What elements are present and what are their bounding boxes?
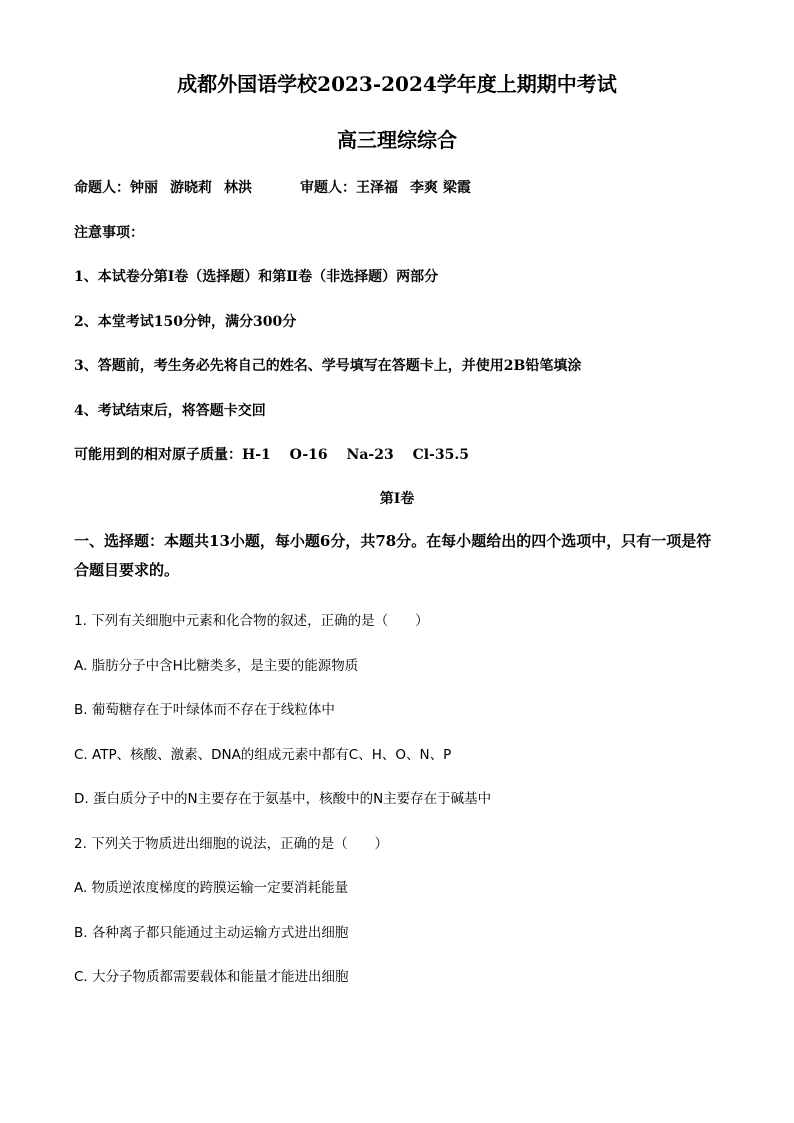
school-title: 成都外国语学校2023-2024学年度上期期中考试 — [177, 72, 617, 96]
subject-title: 高三理综综合 — [337, 128, 457, 152]
question-1-option-c: C. ATP、核酸、激素、DNA的组成元素中都有C、H、O、N、P — [74, 747, 452, 763]
question-2-stem: 2. 下列关于物质进出细胞的说法，正确的是（ ） — [74, 836, 389, 852]
author-3: 林洪 — [224, 180, 252, 196]
section-instruction: 一、选择题：本题共13小题，每小题6分，共78分。在每小题给出的四个选项中，只有一项是符合题目要求的。 — [74, 532, 712, 579]
note-item-3: 3、答题前，考生务必先将自己的姓名、学号填写在答题卡上，并使用2B铅笔填涂 — [74, 358, 582, 374]
question-1-option-a: A. 脂肪分子中含H比糖类多，是主要的能源物质 — [74, 658, 359, 674]
question-2-option-c: C. 大分子物质都需要载体和能量才能进出细胞 — [74, 969, 349, 985]
note-item-4: 4、考试结束后，将答题卡交回 — [74, 403, 266, 419]
note-item-2: 2、本堂考试150分钟，满分300分 — [74, 314, 297, 330]
notes-heading: 注意事项： — [74, 225, 144, 241]
question-2-option-b: B. 各种离子都只能通过主动运输方式进出细胞 — [74, 925, 349, 941]
question-1-option-d: D. 蛋白质分子中的N主要存在于氨基中，核酸中的N主要存在于碱基中 — [74, 791, 492, 807]
question-2-option-a: A. 物质逆浓度梯度的跨膜运输一定要消耗能量 — [74, 880, 349, 896]
author-2: 游晓莉 — [170, 180, 212, 196]
reviewer-2: 李爽 梁霞 — [410, 180, 471, 196]
authors-label: 命题人：钟丽 — [74, 180, 158, 196]
atomic-mass-line: 可能用到的相对原子质量：H-1 O-16 Na-23 Cl-35.5 — [74, 447, 469, 463]
reviewers-label: 审题人：王泽福 — [300, 180, 398, 196]
authors-line — [74, 177, 471, 197]
question-1-stem: 1. 下列有关细胞中元素和化合物的叙述，正确的是（ ） — [74, 613, 429, 629]
volume-title: 第Ⅰ卷 — [379, 491, 415, 507]
question-1-option-b: B. 葡萄糖存在于叶绿体而不存在于线粒体中 — [74, 702, 335, 718]
note-item-1: 1、本试卷分第Ⅰ卷（选择题）和第Ⅱ卷（非选择题）两部分 — [74, 269, 439, 285]
